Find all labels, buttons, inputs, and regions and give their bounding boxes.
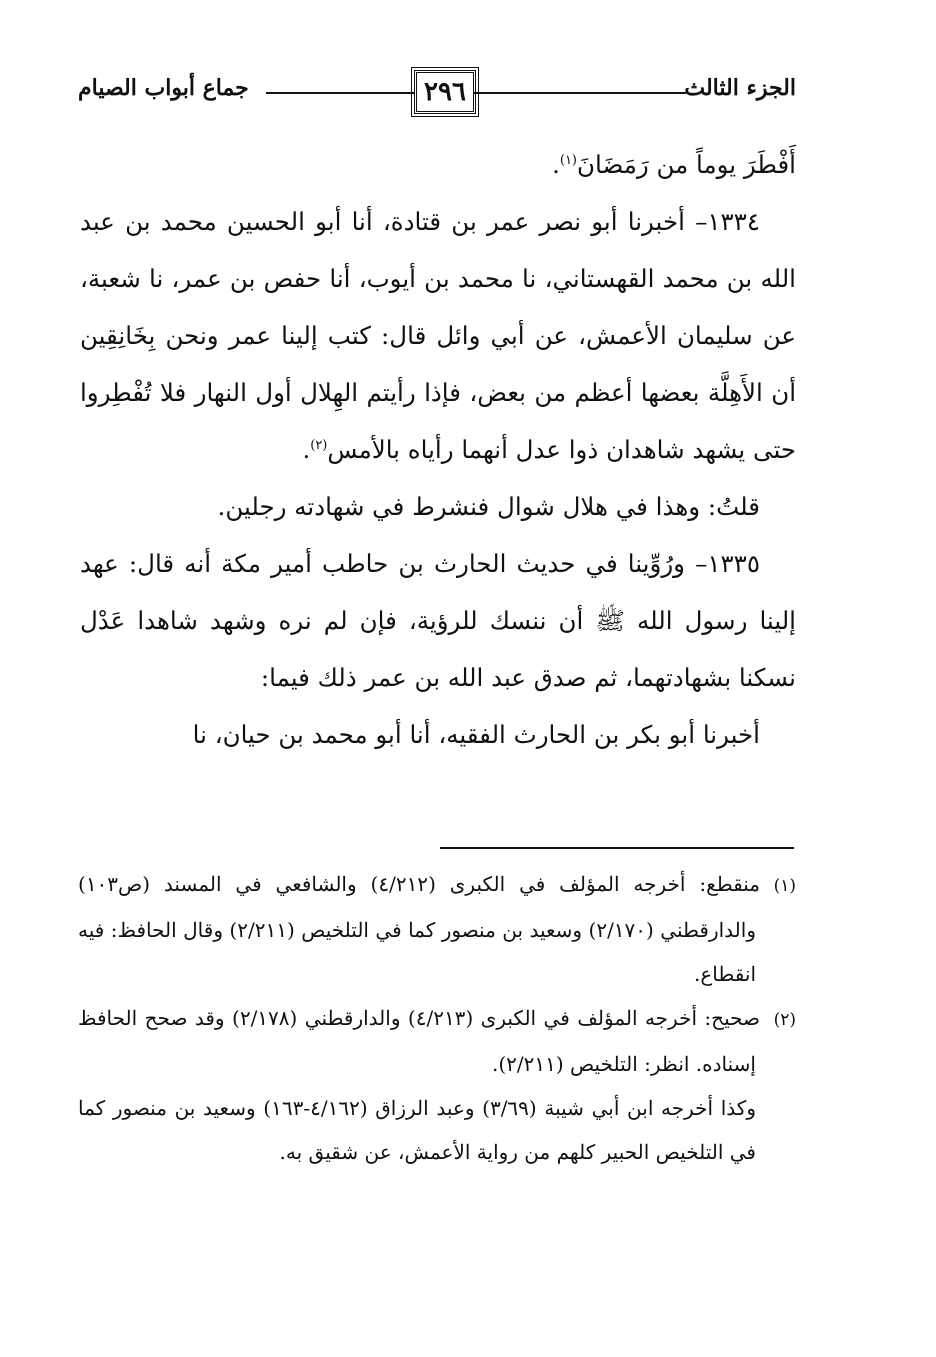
running-header xyxy=(78,66,796,116)
footnote-1 xyxy=(78,862,796,996)
footnote-2-continuation: وكذا أخرجه ابن أبي شيبة (٣/٦٩) وعبد الرزاق (٤/١٦٢-١٦٣) وسعيد بن منصور كما في التلخيص الحبير كلهم من رواية الأعمش، عن شقيق به. xyxy=(78,1096,756,1164)
header-rule-right xyxy=(474,92,686,94)
footnote-text: صحيح: أخرجه المؤلف في الكبرى (٤/٢١٣) والدارقطني (٢/١٧٨) وقد صحح الحافظ إسناده. انظر: التلخيص (٢/٢١١). xyxy=(78,1006,761,1076)
footnote-number: (١) xyxy=(773,876,797,896)
paragraph-continuation xyxy=(80,136,796,193)
footnote-text: منقطع: أخرجه المؤلف في الكبرى (٤/٢١٢) والشافعي في المسند (ص١٠٣) والدارقطني (٢/١٧٠) وسعيد بن منصور كما في التلخيص (٢/٢١١) وقال الحافظ: فيه انقطاع. xyxy=(78,872,761,986)
hadith-1334 xyxy=(80,193,796,478)
paragraph-end: . xyxy=(552,150,560,179)
footnotes xyxy=(78,862,796,1174)
footnote-ref: (٢) xyxy=(310,437,328,453)
hadith-1335: ١٣٣٥– ورُوِّينا في حديث الحارث بن حاطب أمير مكة أنه قال: عهد إلينا رسول الله ﷺ أن ننسك للرؤية، فإن لم نره وشهد شاهدا عَدْل نسكنا بشهادتهما، ثم صدق عبد الله بن عمر ذلك فيما: xyxy=(80,549,796,692)
header-rule-left xyxy=(266,92,414,94)
footnote-number: (٢) xyxy=(773,1010,797,1030)
paragraph-text: أَفْطَرَ يوماً من رَمَضَانَ xyxy=(577,150,796,179)
page-number: ٢٩٦ xyxy=(414,70,476,114)
paragraph-text: ١٣٣٤– أخبرنا أبو نصر عمر بن قتادة، أنا أبو الحسين محمد بن عبد الله بن محمد القهستاني، نا محمد بن أيوب، أنا حفص بن عمر، نا شعبة، عن سليمان الأعمش، عن أبي وائل قال: كتب إلينا عمر ونحن بِخَانِقِين أن الأَهِلَّة بعضها أعظم من بعض، فإذا رأيتم الهِلال أول النهار فلا تُفْطِروا حتى يشهد شاهدان ذوا عدل أنهما رأياه بالأمس xyxy=(80,207,796,464)
author-comment: قلتُ: وهذا في هلال شوال فنشرط في شهادته رجلين. xyxy=(217,492,760,521)
paragraph-end: . xyxy=(302,435,311,464)
main-text xyxy=(80,136,796,763)
footnote-separator xyxy=(440,847,794,849)
chapter-title: جماع أبواب الصيام xyxy=(78,75,249,101)
footnote-ref: (١) xyxy=(559,152,577,168)
isnad-paragraph: أخبرنا أبو بكر بن الحارث الفقيه، أنا أبو محمد بن حيان، نا xyxy=(192,720,760,749)
footnote-2 xyxy=(78,996,796,1086)
volume-title: الجزء الثالث xyxy=(684,75,796,101)
